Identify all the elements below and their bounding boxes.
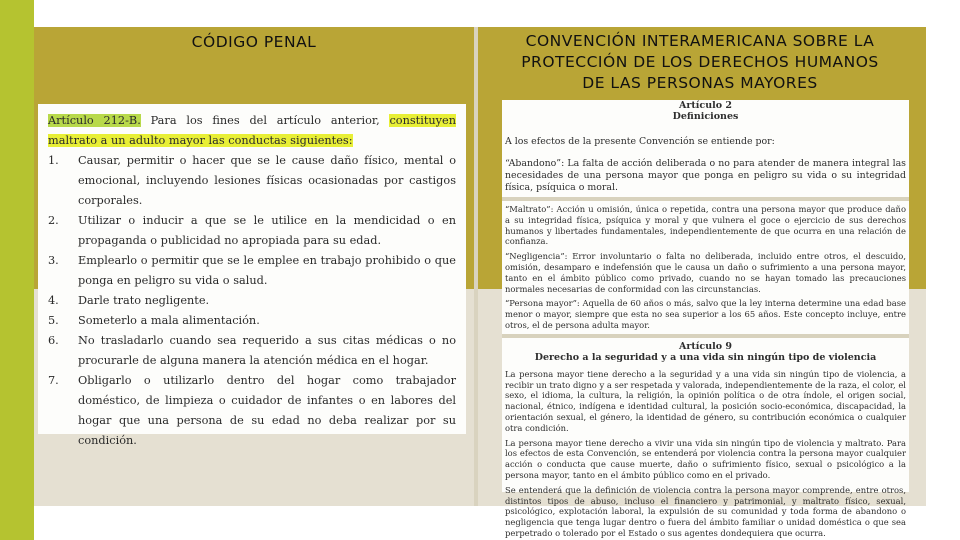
article-2-subtitle: Definiciones — [672, 111, 739, 122]
list-item — [48, 311, 456, 331]
item-number: 6. — [48, 334, 59, 347]
item-text: Darle trato negligente. — [78, 294, 210, 307]
article-9-paragraph: La persona mayor tiene derecho a vivir una vida sin ningún tipo de violencia y maltrato. Para los efectos de esta Convención, se entenderá por violencia contra la persona mayor cualquier acción o conducta que cause muerte, daño o sufrimiento físico, sexual o psicológico a la persona mayor, tanto en el ámbito público como en el privado. — [505, 437, 906, 480]
right-heading-line: CONVENCIÓN INTERAMERICANA SOBRE LA — [525, 32, 875, 50]
section-divider — [502, 197, 909, 201]
definition-negligencia: “Negligencia”: Error involuntario o falta no deliberada, incluido entre otros, el descuido, omisión, desamparo e indefensión que le causa un daño o sufrimiento a una persona mayor, tanto en el ámbito público como privado, cuando no se hayan tomado las precauciones normales necesarias de conformidad con las circunstancias. — [505, 251, 906, 294]
list-item — [48, 251, 456, 291]
right-heading — [486, 31, 914, 94]
item-number: 4. — [48, 294, 59, 307]
item-text: Obligarlo o utilizarlo dentro del hogar como trabajador doméstico, de limpieza o cuidador de infantes o en labores del hogar que una persona de su edad no deba realizar por su condición. — [78, 374, 456, 447]
list-item — [48, 291, 456, 311]
article-2-title: Artículo 2 — [679, 100, 732, 111]
article-9-subtitle: Derecho a la seguridad y a una vida sin ningún tipo de violencia — [534, 351, 877, 363]
item-number: 5. — [48, 314, 59, 327]
accent-strip — [0, 0, 34, 540]
intro-highlight: constituyen maltrato a un adulto mayor las conductas siguientes: — [48, 114, 456, 147]
definition-persona-mayor: “Persona mayor”: Aquella de 60 años o más, salvo que la ley interna determine una edad base menor o mayor, siempre que esta no sea superior a los 65 años. Este concepto incluye, entre otros, el de persona adulta mayor. — [505, 298, 906, 330]
article-label: Artículo 212-B. — [48, 114, 141, 127]
conduct-list — [48, 151, 456, 451]
article-9-title: Artículo 9 — [679, 340, 732, 352]
item-text: Emplearlo o permitir que se le emplee en trabajo prohibido o que ponga en peligro su vida o salud. — [78, 254, 456, 287]
column-divider — [474, 27, 478, 506]
definition-abandono: “Abandono”: La falta de acción deliberada o no para atender de manera integral las necesidades de una persona mayor que ponga en peligro su vida o su integridad física, psíquica o moral. — [505, 158, 906, 193]
item-number: 7. — [48, 374, 59, 387]
convencion-document — [502, 100, 909, 538]
list-item — [48, 151, 456, 211]
right-heading-line: DE LAS PERSONAS MAYORES — [582, 74, 818, 92]
definition-maltrato: “Maltrato”: Acción u omisión, única o repetida, contra una persona mayor que produce daño a su integridad física, psíquica y moral y que vulnera el goce o ejercicio de sus derechos humanos y libertades fundamentales, independientemente de que ocurra en una relación de confianza. — [505, 204, 906, 247]
codigo-penal-document — [38, 104, 466, 447]
item-text: Someterlo a mala alimentación. — [78, 314, 260, 327]
item-text: Utilizar o inducir a que se le utilice en la mendicidad o en propaganda o publicidad no apropiada para su edad. — [78, 214, 456, 247]
list-item — [48, 371, 456, 451]
list-item — [48, 331, 456, 371]
item-number: 2. — [48, 214, 59, 227]
left-heading: CÓDIGO PENAL — [191, 33, 317, 51]
item-text: No trasladarlo cuando sea requerido a sus citas médicas o no procurarle de alguna manera la atención médica en el hogar. — [78, 334, 456, 367]
list-item — [48, 211, 456, 251]
intro-text: Para los fines del artículo anterior, — [140, 114, 390, 127]
item-number: 1. — [48, 154, 59, 167]
section-divider — [502, 334, 909, 338]
item-number: 3. — [48, 254, 59, 267]
article-9-paragraph: La persona mayor tiene derecho a la seguridad y a una vida sin ningún tipo de violencia, a recibir un trato digno y a ser respetada y valorada, independientemente de la raza, el color, el sexo, el idioma, la cultura, la religión, la opinión política o de otra índole, el origen social, nacional, étnico, indígena e identidad cultural, la posición socio-económica, discapacidad, la orientación sexual, el género, la identidad de género, su contribución económica o cualquier otra condición. — [505, 368, 906, 433]
article-intro — [48, 111, 456, 151]
article-2-intro: A los efectos de la presente Convención se entiende por: — [505, 136, 775, 147]
item-text: Causar, permitir o hacer que se le cause daño físico, mental o emocional, incluyendo lesiones físicas ocasionadas por castigos corporales. — [78, 154, 456, 207]
article-9-paragraph: Se entenderá que la definición de violencia contra la persona mayor comprende, entre otros, distintos tipos de abuso, incluso el financiero y patrimonial, y maltrato físico, sexual, psicológico, explotación laboral, la expulsión de su comunidad y toda forma de abandono o negligencia que tenga lugar dentro o fuera del ámbito familiar o unidad doméstica o que sea perpetrado o tolerado por el Estado o sus agentes dondequiera que ocurra. — [505, 484, 906, 538]
right-heading-line: PROTECCIÓN DE LOS DERECHOS HUMANOS — [521, 53, 879, 71]
